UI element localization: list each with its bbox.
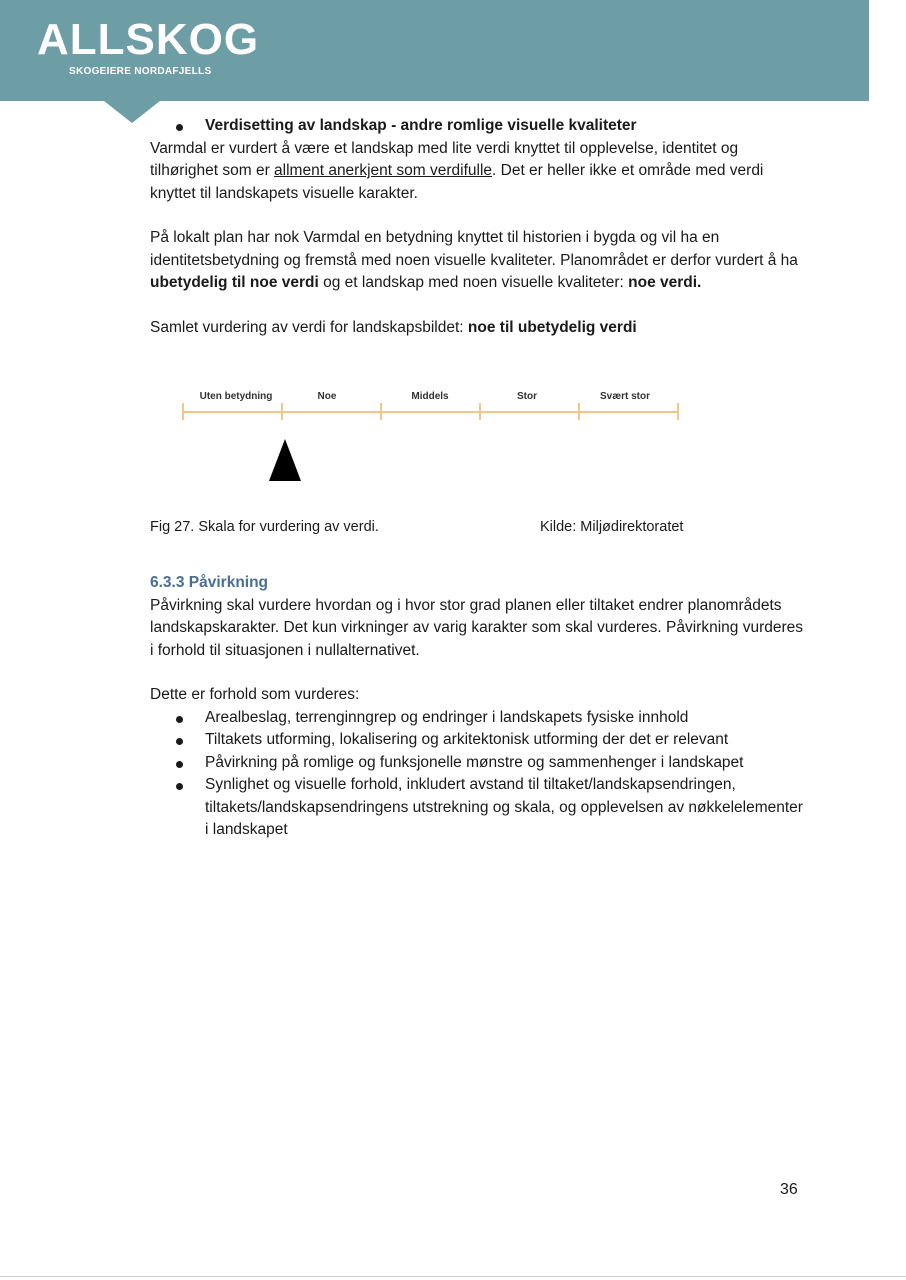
figure-source: Kilde: Miljødirektoratet: [540, 519, 684, 535]
list-item: [150, 752, 810, 775]
list-item: [150, 729, 810, 752]
p1-underlined: allment anerkjent som verdifulle: [274, 162, 493, 179]
list-item-text: Arealbeslag, terrenginngrep og endringer i landskapets fysiske innhold: [205, 708, 689, 726]
p1-part1: Varmdal er vurdert å være et landskap med lite verdi knyttet til opplevelse, identitet og tilhørighet som er: [150, 139, 739, 179]
scale-label-middels: Middels: [411, 391, 449, 402]
bullet-dot-icon: [176, 783, 183, 790]
list-item-text: Synlighet og visuelle forhold, inkludert avstand til tiltaket/landskapsendringen, tiltakets/landskapsendringens utstrekning og skala, og opplevelsen av nøkkelelementer i landskapet: [205, 776, 803, 838]
paragraph-summary: [150, 317, 810, 340]
page-bottom-edge: [0, 1276, 906, 1277]
bullet-dot-icon: [176, 761, 183, 768]
list-item: [150, 707, 810, 730]
logo-title: ALLSKOG: [37, 15, 260, 64]
scale-label-uten-betydning: Uten betydning: [199, 391, 273, 402]
bullet-dot-icon: [176, 716, 183, 723]
figure-caption: Fig 27. Skala for vurdering av verdi.: [150, 519, 379, 535]
figure-caption-row: [150, 516, 810, 540]
section-heading-pavirkning: 6.3.3 Påvirkning: [150, 574, 269, 591]
p1-part2: . Det er heller ikke et område med verdi knyttet til landskapets visuelle karakter.: [150, 162, 764, 202]
p2-part2: og et landskap med noen visuelle kvaliteter:: [318, 274, 629, 291]
paragraph-local-value: [150, 227, 810, 295]
logo-subtitle: SKOGEIERE NORDAFJELLS: [69, 66, 212, 77]
scale-tick: [578, 403, 580, 420]
p3-part1: Samlet vurdering av verdi for landskapsbildet:: [150, 318, 468, 336]
bullet-dot-icon: [176, 124, 183, 131]
scale-label-stor: Stor: [517, 391, 537, 402]
scale-line: [183, 411, 678, 413]
paragraph-impact: Påvirkning skal vurdere hvordan og i hvor stor grad planen eller tiltaket endrer planområdets landskapskarakter. Det kun virkninger av varig karakter som skal vurderes. Påvirkning vurderes i forhold til situasjonen i nullalternativet.: [150, 596, 803, 659]
section1-bullets: [150, 115, 810, 138]
p2-bold1: ubetydelig til noe verdi: [150, 274, 319, 291]
list-item-text: Påvirkning på romlige og funksjonelle mønstre og sammenhenger i landskapet: [205, 753, 744, 771]
scale-tick: [677, 403, 679, 420]
p2-part1: På lokalt plan har nok Varmdal en betydning knyttet til historien i bygda og vil ha en identitetsbetydning og fremstå med noen visuelle kvaliteter. Planområdet er derfor vurdert å ha: [150, 229, 798, 269]
page-number: 36: [780, 1181, 798, 1198]
section2-bullets: [150, 707, 810, 842]
value-scale-figure: [150, 363, 810, 513]
list-item-text: Tiltakets utforming, lokalisering og arkitektonisk utforming der det er relevant: [205, 731, 729, 748]
scale-tick: [380, 403, 382, 420]
paragraph-considered: Dette er forhold som vurderes:: [150, 686, 360, 703]
page-content: [150, 115, 810, 842]
header-margin: [869, 0, 906, 101]
list-item: [150, 774, 810, 842]
scale-label-svaert-stor: Svært stor: [599, 391, 650, 402]
scale-tick: [281, 403, 283, 420]
scale-label-noe: Noe: [317, 391, 337, 402]
bullet-title: Verdisetting av landskap - andre romlige visuelle kvaliteter: [205, 117, 637, 134]
scale-marker-triangle-icon: [269, 439, 301, 481]
p3-bold: noe til ubetydelig verdi: [467, 318, 637, 336]
p2-bold2: noe verdi.: [628, 274, 702, 291]
scale-tick: [479, 403, 481, 420]
paragraph-landscape-value: [150, 138, 810, 206]
page-header: [0, 0, 869, 101]
scale-tick: [182, 403, 184, 420]
bullet-item: [150, 115, 810, 138]
bullet-dot-icon: [176, 738, 183, 745]
